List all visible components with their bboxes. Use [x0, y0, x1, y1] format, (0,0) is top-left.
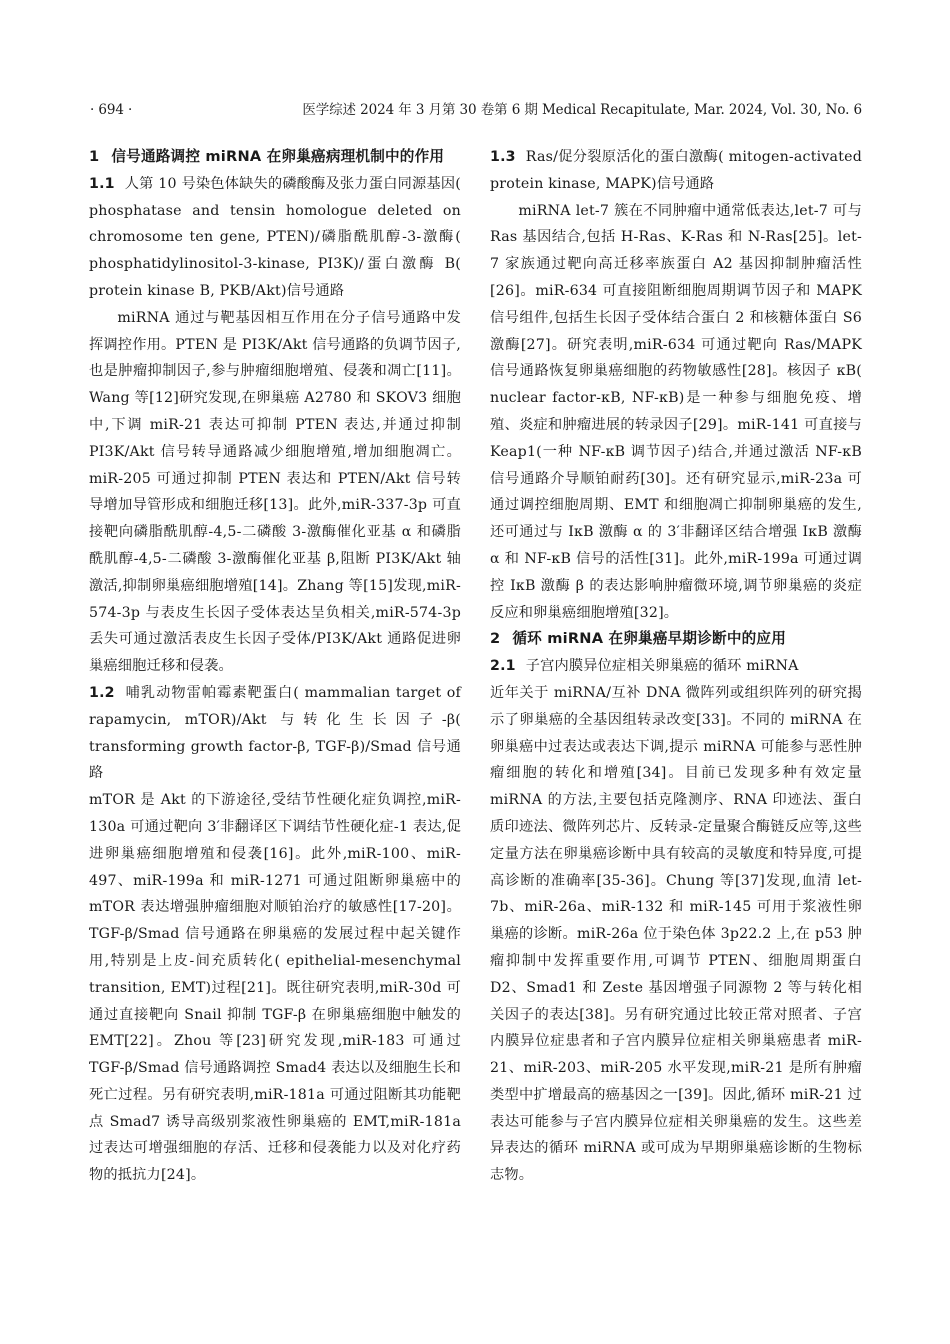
subsection-number: 1.1	[89, 175, 115, 192]
subsection-1-3-body: miRNA let-7 簇在不同肿瘤中通常低表达,let-7 可与 Ras 基因结合,包括 H-Ras、K-Ras 和 N-Ras[25]。let-7 家族通过靶向高迁移率族蛋白 A2 基因抑制肿瘤活性[26]。miR-634 可直接阻断细胞周期调节因子和 MAPK 信号组件,包括生长因子受体结合蛋白 2 和核糖体蛋白 S6 激酶[27]。研究表明,miR-634 可通过靶向 Ras/MAPK 信号通路恢复卵巢癌细胞的药物敏感性[28]。核因子 κB( nuclear factor-κB, NF-κB)是一种参与细胞免疫、增殖、炎症和肿瘤进展的转录因子[29]。miR-141 可直接与 Keap1(一种 NF-κB 调节因子)结合,并通过激活 NF-κB 信号通路介导顺铂耐药[30]。还有研究显示,miR-23a 可通过调控细胞周期、EMT 和细胞凋亡抑制卵巢癌的发生,还可通过与 IκB 激酶 α 的 3′非翻译区结合增强 IκB 激酶 α 和 NF-κB 信号的活性[31]。此外,miR-199a 可通过调控 IκB 激酶 β 的表达影响肿瘤微环境,调节卵巢癌的炎症反应和卵巢癌细胞增殖[32]。	[490, 202, 862, 621]
subsection-number: 1.2	[89, 684, 115, 701]
subsection-title: 哺乳动物雷帕霉素靶蛋白( mammalian target of rapamycin, mTOR)/Akt 与转化生长因子-β( transforming growth factor-β, TGF-β)/Smad 信号通路	[89, 684, 461, 782]
subsection-title: 人第 10 号染色体缺失的磷酸酶及张力蛋白同源基因( phosphatase and tensin homologue deleted on chromosome ten gene, PTEN)/磷脂酰肌醇-3-激酶( phosphatidylinositol-3-kinase, PI3K)/蛋白激酶 B( protein kinase B, PKB/Akt)信号通路	[89, 175, 461, 299]
page-number: · 694 ·	[90, 102, 133, 118]
subsection-2-1-body: 近年关于 miRNA/互补 DNA 微阵列或组织阵列的研究揭示了卵巢癌的全基因组转录改变[33]。不同的 miRNA 在卵巢癌中过表达或表达下调,提示 miRNA 可能参与恶性肿瘤细胞的转化和增殖[34]。目前已发现多种有效定量 miRNA 的方法,主要包括克隆测序、RNA 印迹法、蛋白质印迹法、微阵列芯片、反转录-定量聚合酶链反应等,这些定量方法在卵巢癌诊断中具有较高的灵敏度和特异度,可提高诊断的准确率[35-36]。Chung 等[37]发现,血清 let-7b、miR-26a、miR-132 和 miR-145 可用于浆液性卵巢癌的诊断。miR-26a 位于染色体 3p22.2 上,在 p53 肿瘤抑制中发挥重要作用,可调节 PTEN、细胞周期蛋白 D2、Smad1 和 Zeste 基因增强子同源物 2 等与转化相关因子的表达[38]。另有研究通过比较正常对照者、子宫内膜异位症患者和子宫内膜异位症相关卵巢癌患者 miR-21、miR-203、miR-205 水平发现,miR-21 是所有肿瘤类型中扩增最高的癌基因之一[39]。因此,循环 miR-21 过表达可能参与子宫内膜异位症相关卵巢癌的发生。这些差异表达的循环 miRNA 或可成为早期卵巢癌诊断的生物标志物。	[490, 684, 862, 1184]
subsection-1-1	[89, 171, 461, 305]
page-header	[88, 96, 862, 118]
subsection-number: 1.3	[490, 149, 516, 165]
subsection-title: Ras/促分裂原活化的蛋白激酶( mitogen-activated protein kinase, MAPK)信号通路	[490, 149, 862, 192]
section-2-heading	[490, 626, 862, 653]
subsection-2-1	[490, 653, 862, 680]
journal-info: 医学综述 2024 年 3 月第 30 卷第 6 期 Medical Recapitulate, Mar. 2024, Vol. 30, No. 6	[302, 102, 862, 118]
subsection-1-2-body: mTOR 是 Akt 的下游途径,受结节性硬化症负调控,miR-130a 可通过靶向 3′非翻译区下调结节性硬化症-1 表达,促进卵巢癌细胞增殖和侵袭[16]。此外,miR-100、miR-497、miR-199a 和 miR-1271 可通过阻断卵巢癌中的 mTOR 表达增强肿瘤细胞对顺铂治疗的敏感性[17-20]。TGF-β/Smad 信号通路在卵巢癌的发展过程中起关键作用,特别是上皮-间充质转化( epithelial-mesenchymal transition, EMT)过程[21]。既往研究表明,miR-30d 可通过直接靶向 Snail 抑制 TGF-β 在卵巢癌细胞中触发的 EMT[22]。Zhou 等[23]研究发现,miR-183 可通过 TGF-β/Smad 信号通路调控 Smad4 表达以及细胞生长和死亡过程。另有研究表明,miR-181a 可通过阻断其功能靶点 Smad7 诱导高级别浆液性卵巢癌的 EMT,miR-181a 过表达可增强细胞的存活、迁移和侵袭能力以及对化疗药物的抵抗力[24]。	[89, 792, 461, 1184]
right-column	[490, 144, 862, 1189]
subsection-1-2	[89, 680, 461, 787]
subsection-number: 2.1	[490, 658, 516, 675]
subsection-title: 子宫内膜异位症相关卵巢癌的循环 miRNA	[525, 658, 799, 675]
section-title: 循环 miRNA 在卵巢癌早期诊断中的应用	[512, 630, 786, 648]
section-1-heading	[89, 144, 461, 171]
section-number: 1	[89, 148, 100, 165]
subsection-1-1-body: miRNA 通过与靶基因相互作用在分子信号通路中发挥调控作用。PTEN 是 PI3K/Akt 信号通路的负调节因子,也是肿瘤抑制因子,参与肿瘤细胞增殖、侵袭和凋亡[11]。Wang 等[12]研究发现,在卵巢癌 A2780 和 SKOV3 细胞中,下调 miR-21 表达可抑制 PTEN 表达,并通过抑制 PI3K/Akt 信号转导通路减少细胞增殖,增加细胞凋亡。miR-205 可通过抑制 PTEN 表达和 PTEN/Akt 信号转导增加导管形成和细胞迁移[13]。此外,miR-337-3p 可直接靶向磷脂酰肌醇-4,5-二磷酸 3-激酶催化亚基 α 和磷脂酰肌醇-4,5-二磷酸 3-激酶催化亚基 β,阻断 PI3K/Akt 轴激活,抑制卵巢癌细胞增殖[14]。Zhang 等[15]发现,miR-574-3p 与表皮生长因子受体表达呈负相关,miR-574-3p 丢失可通过激活表皮生长因子受体/PI3K/Akt 通路促进卵巢癌细胞迁移和侵袭。	[89, 309, 461, 675]
section-title: 信号通路调控 miRNA 在卵巢癌病理机制中的作用	[111, 148, 445, 165]
left-column	[89, 144, 461, 1189]
section-number: 2	[490, 630, 501, 648]
subsection-1-3	[490, 144, 862, 198]
